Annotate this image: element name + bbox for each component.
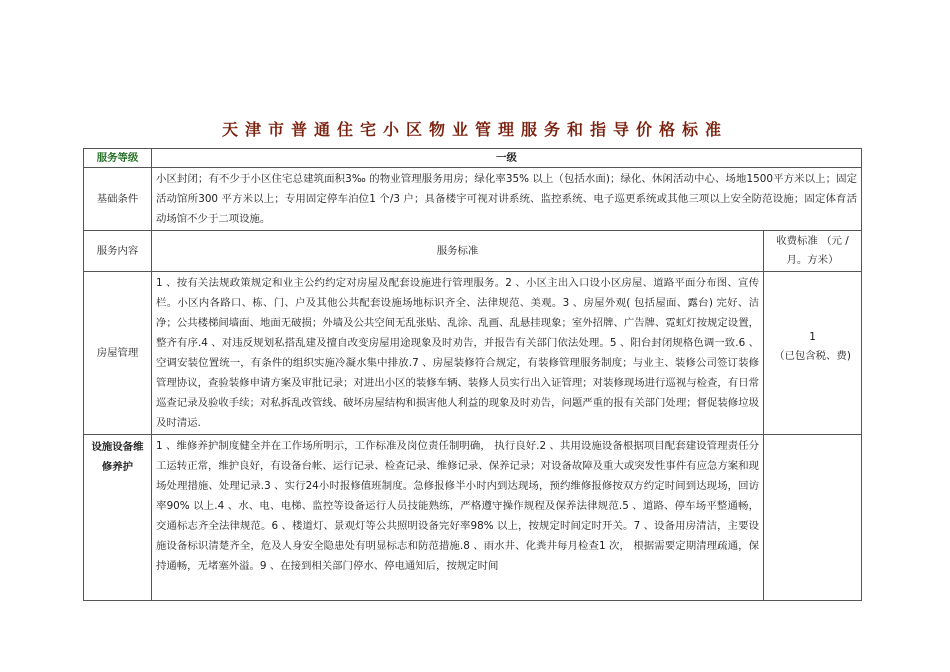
basic-conditions-label: 基础条件 (84, 168, 152, 231)
page-title: 天津市普通住宅小区物业管理服务和指导价格标准 (221, 120, 728, 139)
housing-management-text: 1 、按有关法规政策规定和业主公约约定对房屋及配套设施进行管理服务。2 、小区主出入口设小区房屋、道路平面分布图、宣传栏。小区内各路口、栋、门、户及其他公共配套设施场地标识齐全、法律规范、美观。3 、房屋外观( 包括屋面、露台) 完好、洁净；公共楼梯间墙面、地面无破损；外墙及公共空间无乱张贴、乱涂、乱画、乱悬挂现象；室外招牌、广告牌、霓虹灯按规定设置， 整齐有序.4 、对违反规划私搭乱建及擅自改变房屋用途现象及时劝告，并报告有关部门依法处理。5 、阳台封闭规格色调一致.6 、空调安装位置统一，有条件的组织实施冷凝水集中排放.7 、房屋装修符合规定，有装修管理服务制度；与业主、装修公司签订装修管理协议，查验装修申请方案及审批记录；对进出小区的装修车辆、装修人员实行出入证管理；对装修现场进行巡视与检查，有日常巡查记录及验收手续；对私拆乱改管线、破坏房屋结构和损害他人利益的现象及时劝告，问题严重的报有关部门处理；督促装修垃圾及时清运. (152, 272, 764, 435)
column-header-content: 服务内容 (84, 231, 152, 272)
facilities-maintenance-label: 设施设备维修养护 (84, 435, 152, 601)
facilities-maintenance-text: 1 、维修养护制度健全并在工作场所明示，工作标准及岗位责任制明确， 执行良好.2 、共用设施设备根据项目配套建设管理责任分工运转正常，维护良好，有设备台帐、运行记录、检查记录、维修记录、保养记录；对设备故障及重大或突发性事件有应急方案和现场处理措施、处理记录.3 、实行24小时报修值班制度。急修报修半小时内到达现场，预约维修报修按双方约定时间到达现场，回访率90% 以上.4 、水、电、电梯、监控等设备运行人员技能熟练，严格遵守操作规程及保养法律规范.5 、道路、停车场平整通畅，交通标志齐全法律规范。6 、楼道灯、景观灯等公共照明设备完好率98% 以上，按规定时间定时开关。7 、设备用房清洁，主要设施设备标识清楚齐全，危及人身安全隐患处有明显标志和防范措施.8 、雨水井、化粪井每月检查1 次， 根据需要定期清理疏通，保持通畅，无堵塞外溢。9 、在接到相关部门停水、停电通知后，按规定时间 (152, 435, 764, 601)
table-row-facilities (84, 435, 862, 601)
table-row-basic (84, 168, 862, 231)
basic-conditions-text: 小区封闭；有不少于小区住宅总建筑面积3‰ 的物业管理服务用房；绿化率35% 以上（包括水面)；绿化、休闲活动中心、场地1500平方米以上；固定活动馆所300 平方米以上；专用固定停车泊位1 个/3 户；具备楼宇可视对讲系统、监控系统、电子巡更系统或其他三项以上安全防范设施；固定体育活动场馆不少于二项设施。 (152, 168, 862, 231)
column-header-standard: 服务标准 (152, 231, 764, 272)
service-level-label: 服务等级 (84, 149, 152, 168)
table-row-housing (84, 272, 862, 435)
table-row-columns (84, 231, 862, 272)
fee-note: （已包含税、费) (774, 350, 851, 362)
column-header-fee: 收费标准 （元 / 月。方米） (764, 231, 862, 272)
fee-value: 1 (809, 331, 816, 343)
price-standard-table (83, 148, 862, 601)
table-row-level (84, 149, 862, 168)
fee-cell (764, 272, 862, 435)
service-level-value: 一级 (152, 149, 862, 168)
fee-cell-empty (764, 435, 862, 601)
housing-management-label: 房屋管理 (84, 272, 152, 435)
